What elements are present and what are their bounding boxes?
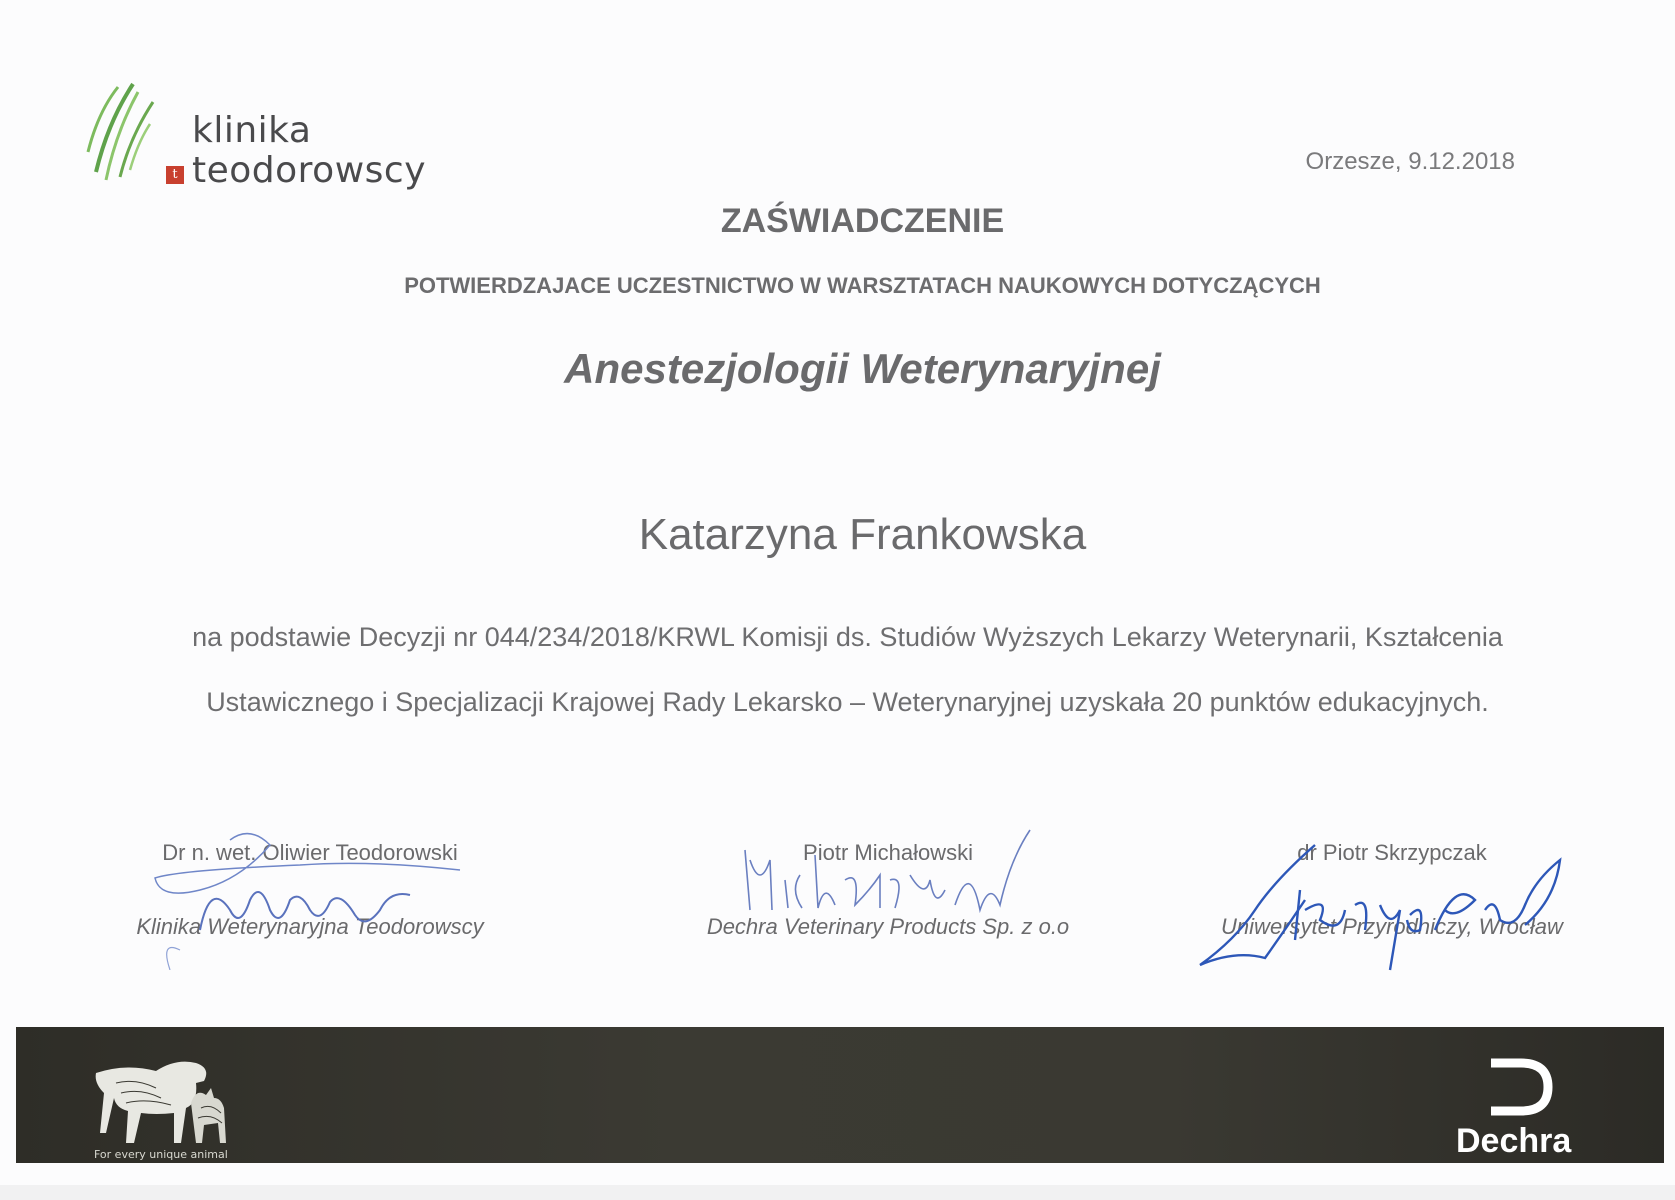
certificate-title: ZAŚWIADCZENIE xyxy=(720,202,1005,240)
clinic-logo xyxy=(78,82,426,192)
logo-text-line2: teodorowscy xyxy=(192,150,426,191)
body-text-line1: na podstawie Decyzji nr 044/234/2018/KRWL Komisji ds. Studiów Wyższych Lekarzy Weterynarii, Kształcenia xyxy=(192,622,1503,652)
recipient-name: Katarzyna Frankowska xyxy=(638,510,1087,559)
page-bottom-edge xyxy=(0,1185,1675,1200)
footer-band xyxy=(16,1027,1664,1163)
dechra-brand-name: Dechra xyxy=(1456,1122,1572,1160)
issue-date: Orzesze, 9.12.2018 xyxy=(1305,148,1515,175)
signatory-organization: Uniwersytet Przyrodniczy, Wrocław xyxy=(1221,914,1563,939)
signatory-organization: Klinika Weterynaryjna Teodorowscy xyxy=(136,914,484,939)
signatory-organization: Dechra Veterinary Products Sp. z o.o xyxy=(706,914,1070,939)
logo-text-line1: klinika xyxy=(192,110,312,151)
certificate-subtitle: POTWIERDZAJACE UCZESTNICTWO W WARSZTATACH NAUKOWYCH DOTYCZĄCYCH xyxy=(404,273,1321,298)
signature-block-3 xyxy=(1132,840,1652,940)
course-name: Anestezjologii Weterynaryjnej xyxy=(564,345,1161,392)
signature-block-1 xyxy=(50,840,570,940)
body-text-line2: Ustawicznego i Specjalizacji Krajowej Rady Lekarsko – Weterynaryjnej uzyskała 20 punktów edukacyjnych. xyxy=(206,687,1489,717)
footer-tagline: For every unique animal xyxy=(94,1148,228,1161)
signatory-name: Piotr Michałowski xyxy=(803,840,973,865)
dechra-logo-icon xyxy=(1486,1057,1556,1117)
logo-badge: t xyxy=(166,166,184,184)
dog-and-cat-icon xyxy=(86,1053,246,1153)
signature-block-2 xyxy=(628,840,1148,940)
signatory-name: Dr n. wet. Oliwier Teodorowski xyxy=(162,840,458,865)
signatory-name: dr Piotr Skrzypczak xyxy=(1297,840,1487,865)
